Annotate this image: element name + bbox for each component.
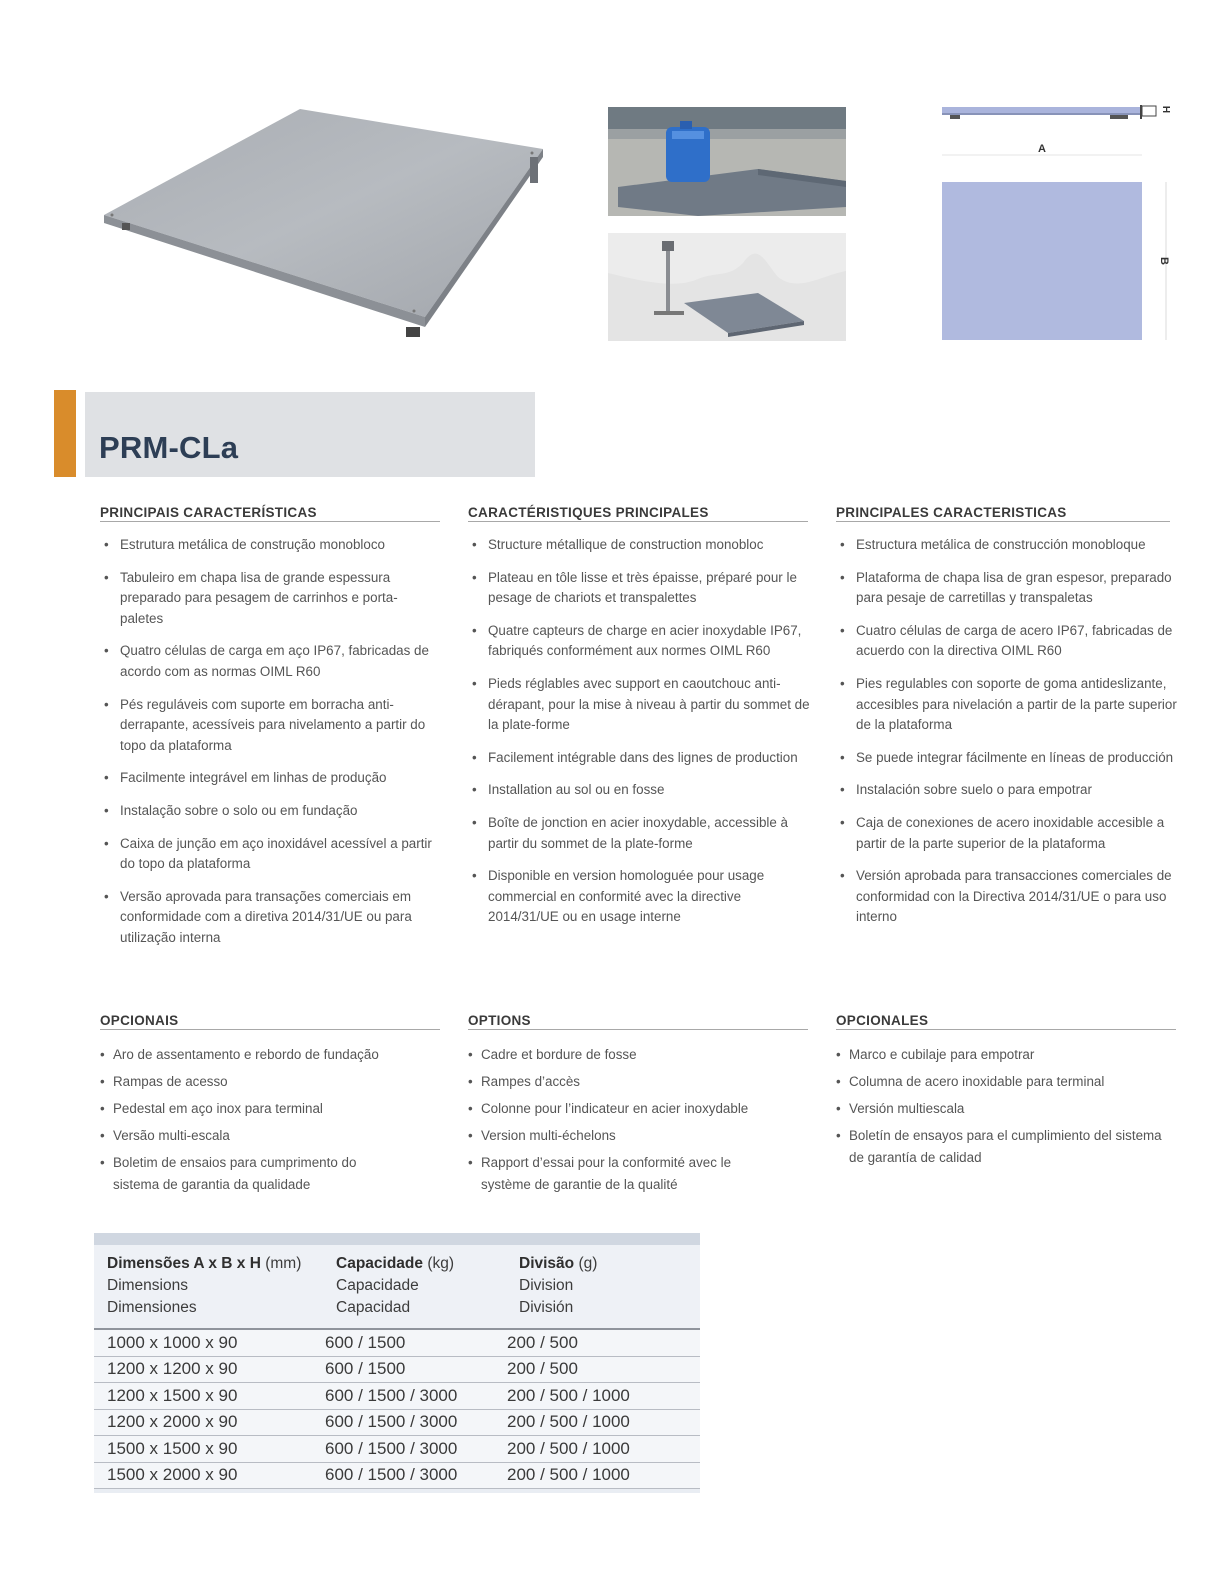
list-item: • Quatre capteurs de charge en acier inoxydable IP67, fabriqués conformément aux normes OIML R60 bbox=[468, 621, 813, 662]
cell-capacity: 600 / 1500 / 3000 bbox=[325, 1436, 507, 1463]
header-division-label: Divisão bbox=[519, 1255, 575, 1272]
options-heading: OPCIONALES bbox=[836, 1013, 1176, 1030]
header-capacity-unit: (kg) bbox=[423, 1255, 455, 1272]
list-item: • Pés reguláveis com suporte em borracha anti-derrapante, acessíveis para nivelamento a partir do topo da plataforma bbox=[100, 695, 440, 757]
features-list bbox=[836, 535, 1186, 928]
list-item: • Marco e cubilaje para empotrar bbox=[836, 1044, 1176, 1066]
options-list bbox=[100, 1044, 440, 1196]
header-capacity-es: Capacidad bbox=[336, 1299, 411, 1316]
list-item: • Versão aprovada para transações comerciais em conformidade com a diretiva 2014/31/UE ou para utilização interna bbox=[100, 887, 440, 949]
list-item: • Estructura metálica de construcción monobloque bbox=[836, 535, 1186, 556]
cell-dimensions: 1200 x 1500 x 90 bbox=[94, 1383, 325, 1410]
features-list bbox=[100, 535, 440, 949]
table-row bbox=[94, 1462, 700, 1489]
table-header bbox=[94, 1245, 700, 1339]
header-division bbox=[519, 1253, 597, 1319]
table-row bbox=[94, 1329, 700, 1356]
features-list bbox=[468, 535, 813, 928]
cell-division: 200 / 500 bbox=[507, 1329, 700, 1356]
specifications-rows bbox=[94, 1328, 700, 1489]
list-item: • Plateau en tôle lisse et très épaisse, préparé pour le pesage de chariots et transpalettes bbox=[468, 568, 813, 609]
features-column-es bbox=[836, 505, 1186, 940]
options-column-fr bbox=[468, 1013, 808, 1201]
header-capacity-label: Capacidade bbox=[336, 1255, 424, 1272]
cell-dimensions: 1500 x 2000 x 90 bbox=[94, 1462, 325, 1489]
cell-dimensions: 1500 x 1500 x 90 bbox=[94, 1436, 325, 1463]
table-row bbox=[94, 1356, 700, 1383]
product-title: PRM-CLa bbox=[99, 430, 239, 465]
list-item: • Versão multi-escala bbox=[100, 1125, 440, 1147]
cell-division: 200 / 500 / 1000 bbox=[507, 1462, 700, 1489]
list-item: • Caja de conexiones de acero inoxidable accesible a partir de la parte superior de la plataforma bbox=[836, 813, 1186, 854]
table-row bbox=[94, 1383, 700, 1410]
features-heading: PRINCIPALES CARACTERISTICAS bbox=[836, 505, 1170, 522]
header-dimensions-unit: (mm) bbox=[260, 1255, 302, 1272]
list-item: • Facilement intégrable dans des lignes de production bbox=[468, 748, 813, 769]
options-column-pt bbox=[100, 1013, 440, 1201]
list-item: • Se puede integrar fácilmente en líneas de producción bbox=[836, 748, 1186, 769]
header-capacity bbox=[336, 1253, 454, 1319]
title-accent-bar bbox=[54, 390, 76, 477]
cell-capacity: 600 / 1500 bbox=[325, 1329, 507, 1356]
header-dimensions-label: Dimensões A x B x H bbox=[107, 1255, 261, 1272]
cell-capacity: 600 / 1500 / 3000 bbox=[325, 1462, 507, 1489]
list-item: • Structure métallique de construction monobloc bbox=[468, 535, 813, 556]
features-heading: CARACTÉRISTIQUES PRINCIPALES bbox=[468, 505, 808, 522]
platform-with-container-photo bbox=[608, 107, 846, 216]
list-item: • Columna de acero inoxidable para terminal bbox=[836, 1071, 1176, 1093]
options-column-es bbox=[836, 1013, 1176, 1174]
header-division-unit: (g) bbox=[574, 1255, 598, 1272]
list-item: • Cadre et bordure de fosse bbox=[468, 1044, 808, 1066]
table-row bbox=[94, 1409, 700, 1436]
list-item: • Facilmente integrável em linhas de produção bbox=[100, 768, 440, 789]
list-item: • Cuatro células de carga de acero IP67, fabricadas de acuerdo con la directiva OIML R60 bbox=[836, 621, 1186, 662]
list-item: • Instalação sobre o solo ou em fundação bbox=[100, 801, 440, 822]
list-item: • Instalación sobre suelo o para empotrar bbox=[836, 780, 1186, 801]
list-item: • Version multi-échelons bbox=[468, 1125, 808, 1147]
options-list bbox=[836, 1044, 1176, 1169]
list-item: • Quatro células de carga em aço IP67, fabricadas de acordo com as normas OIML R60 bbox=[100, 641, 440, 682]
list-item: • Boîte de jonction en acier inoxydable, accessible à partir du sommet de la plate-forme bbox=[468, 813, 813, 854]
specifications-table bbox=[94, 1233, 700, 1493]
list-item: • Versión multiescala bbox=[836, 1098, 1176, 1120]
features-column-fr bbox=[468, 505, 813, 940]
options-list bbox=[468, 1044, 808, 1196]
list-item: • Plataforma de chapa lisa de gran espesor, preparado para pesaje de carretillas y transpaletas bbox=[836, 568, 1186, 609]
list-item: • Rampas de acesso bbox=[100, 1071, 440, 1093]
list-item: • Boletín de ensayos para el cumplimiento del sistema de garantía de calidad bbox=[836, 1125, 1176, 1169]
header-dimensions-fr: Dimensions bbox=[107, 1277, 188, 1294]
table-row bbox=[94, 1436, 700, 1463]
options-heading: OPTIONS bbox=[468, 1013, 808, 1030]
cell-division: 200 / 500 / 1000 bbox=[507, 1436, 700, 1463]
list-item: • Versión aprobada para transacciones comerciales de conformidad con la Directiva 2014/31/UE o para uso interno bbox=[836, 866, 1186, 928]
cell-dimensions: 1000 x 1000 x 90 bbox=[94, 1329, 325, 1356]
cell-capacity: 600 / 1500 / 3000 bbox=[325, 1409, 507, 1436]
cell-dimensions: 1200 x 1200 x 90 bbox=[94, 1356, 325, 1383]
header-division-es: División bbox=[519, 1299, 574, 1316]
list-item: • Aro de assentamento e rebordo de fundação bbox=[100, 1044, 440, 1066]
cell-division: 200 / 500 / 1000 bbox=[507, 1383, 700, 1410]
features-heading: PRINCIPAIS CARACTERÍSTICAS bbox=[100, 505, 440, 522]
cell-capacity: 600 / 1500 / 3000 bbox=[325, 1383, 507, 1410]
list-item: • Installation au sol ou en fosse bbox=[468, 780, 813, 801]
dimension-label-a: A bbox=[1038, 143, 1046, 155]
options-heading: OPCIONAIS bbox=[100, 1013, 440, 1030]
header-dimensions bbox=[107, 1253, 301, 1319]
cell-dimensions: 1200 x 2000 x 90 bbox=[94, 1409, 325, 1436]
list-item: • Pedestal em aço inox para terminal bbox=[100, 1098, 440, 1120]
platform-scale-image bbox=[100, 105, 550, 350]
platform-with-pedestal-photo bbox=[608, 233, 846, 341]
dimension-label-h: H bbox=[1160, 105, 1172, 114]
list-item: • Pieds réglables avec support en caoutchouc anti- dérapant, pour la mise à niveau à partir du sommet de la plate-forme bbox=[468, 674, 813, 736]
dimension-drawing bbox=[940, 105, 1180, 345]
list-item: • Estrutura metálica de construção monobloco bbox=[100, 535, 440, 556]
list-item: • Rampes d’accès bbox=[468, 1071, 808, 1093]
cell-capacity: 600 / 1500 bbox=[325, 1356, 507, 1383]
dimension-label-b: B bbox=[1157, 257, 1170, 265]
list-item: • Disponible en version homologuée pour usage commercial en conformité avec la directive 2014/31/UE ou en usage interne bbox=[468, 866, 813, 928]
list-item: • Boletim de ensaios para cumprimento do sistema de garantia da qualidade bbox=[100, 1152, 440, 1196]
features-column-pt bbox=[100, 505, 440, 961]
list-item: • Pies regulables con soporte de goma antideslizante, accesibles para nivelación a partir de la parte superior de la plataforma bbox=[836, 674, 1186, 736]
table-top-bar bbox=[94, 1233, 700, 1245]
list-item: • Rapport d’essai pour la conformité avec le système de garantie de la qualité bbox=[468, 1152, 808, 1196]
cell-division: 200 / 500 bbox=[507, 1356, 700, 1383]
header-division-fr: Division bbox=[519, 1277, 574, 1294]
header-capacity-fr: Capacidade bbox=[336, 1277, 419, 1294]
list-item: • Tabuleiro em chapa lisa de grande espessura preparado para pesagem de carrinhos e porta-paletes bbox=[100, 568, 440, 630]
list-item: • Caixa de junção em aço inoxidável acessível a partir do topo da plataforma bbox=[100, 834, 440, 875]
list-item: • Colonne pour l’indicateur en acier inoxydable bbox=[468, 1098, 808, 1120]
cell-division: 200 / 500 / 1000 bbox=[507, 1409, 700, 1436]
header-dimensions-es: Dimensiones bbox=[107, 1299, 197, 1316]
